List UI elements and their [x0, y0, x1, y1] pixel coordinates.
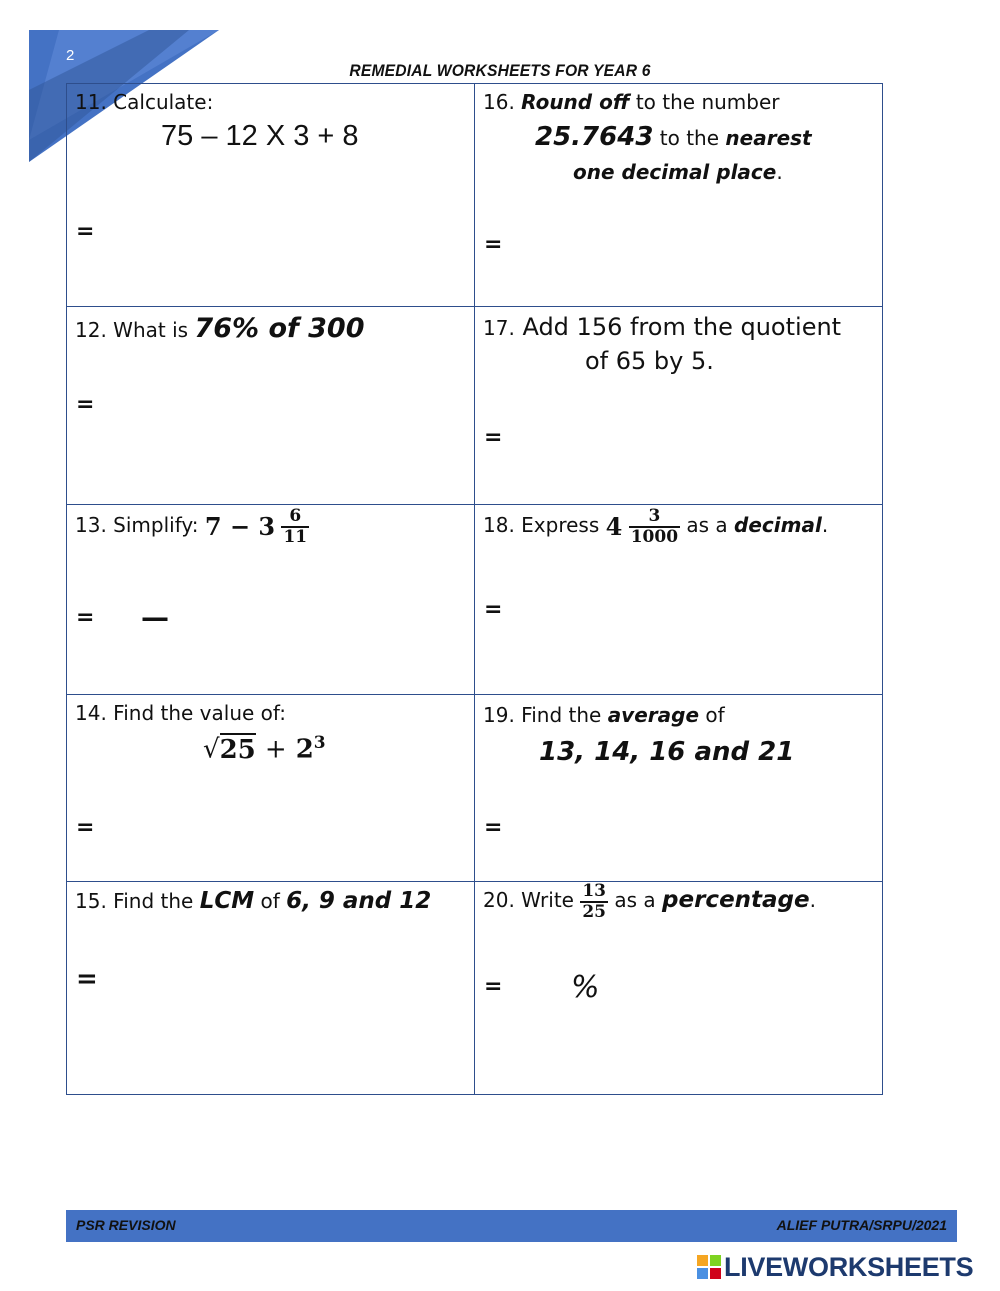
question-13: 13. Simplify: 7 − 3 $\frac{6}{11}$ = — — [67, 505, 475, 695]
question-grid — [66, 83, 883, 1095]
q17-answer-field[interactable]: = — [484, 425, 503, 450]
question-19: 19. Find the average of 13, 14, 16 and 21 = — [475, 695, 883, 882]
q16-number: 25.7643 — [535, 122, 654, 152]
question-11: 11. Calculate: 75 – 12 X 3 + 8 = — [67, 84, 475, 307]
q15-numbers: 6, 9 and 12 — [286, 888, 432, 914]
q11-expression: 75 – 12 X 3 + 8 — [161, 120, 359, 152]
q13-fraction-bar[interactable]: — — [141, 601, 169, 634]
footer-right: ALIEF PUTRA/SRPU/2021 — [776, 1217, 947, 1233]
q13-answer-field[interactable]: = — [76, 605, 95, 630]
q11-answer-field[interactable]: = — [76, 219, 95, 244]
q20-fraction: $\frac{13}{25}$ — [582, 881, 607, 922]
page-number: 2 — [66, 47, 75, 64]
q12-answer-field[interactable]: = — [76, 392, 95, 417]
q20-percent-sign: % — [571, 970, 600, 1005]
q18-fraction: $\frac{3}{1000}$ — [630, 506, 679, 547]
page-title: REMEDIAL WORKSHEETS FOR YEAR 6 — [349, 61, 651, 80]
q13-fraction: $\frac{6}{11}$ — [283, 506, 308, 547]
q18-answer-field[interactable]: = — [484, 597, 503, 622]
liveworksheets-icon — [697, 1255, 721, 1279]
question-15: 15. Find the LCM of 6, 9 and 12 = — [67, 882, 475, 1095]
q19-answer-field[interactable]: = — [484, 815, 503, 840]
q20-answer-field[interactable]: = — [484, 974, 503, 999]
q14-expression: $√25 + 2^3$ — [203, 733, 326, 765]
q15-answer-field[interactable]: = — [76, 964, 98, 994]
footer-bar — [66, 1210, 957, 1242]
question-14: 14. Find the value of: $√25 + 2^3$ = — [67, 695, 475, 882]
q14-answer-field[interactable]: = — [76, 815, 95, 840]
q11-text: Calculate: — [113, 90, 214, 114]
question-18: 18. Express 4 $\frac{3}{1000}$ as a decimal. = — [475, 505, 883, 695]
question-12: 12. What is 76% of 300 = — [67, 307, 475, 505]
question-16: 16. Round off to the number 25.7643 to the nearest one decimal place. = — [475, 84, 883, 307]
question-17: 17. Add 156 from the quotient of 65 by 5. = — [475, 307, 883, 505]
question-20: 20. Write $\frac{13}{25}$ as a percentage. = % — [475, 882, 883, 1095]
q19-numbers: 13, 14, 16 and 21 — [539, 737, 795, 767]
liveworksheets-logo[interactable]: LIVEWORKSHEETS — [697, 1252, 973, 1283]
footer-left: PSR REVISION — [76, 1217, 176, 1233]
q12-expression: 76% of 300 — [194, 313, 365, 344]
q16-answer-field[interactable]: = — [484, 232, 503, 257]
